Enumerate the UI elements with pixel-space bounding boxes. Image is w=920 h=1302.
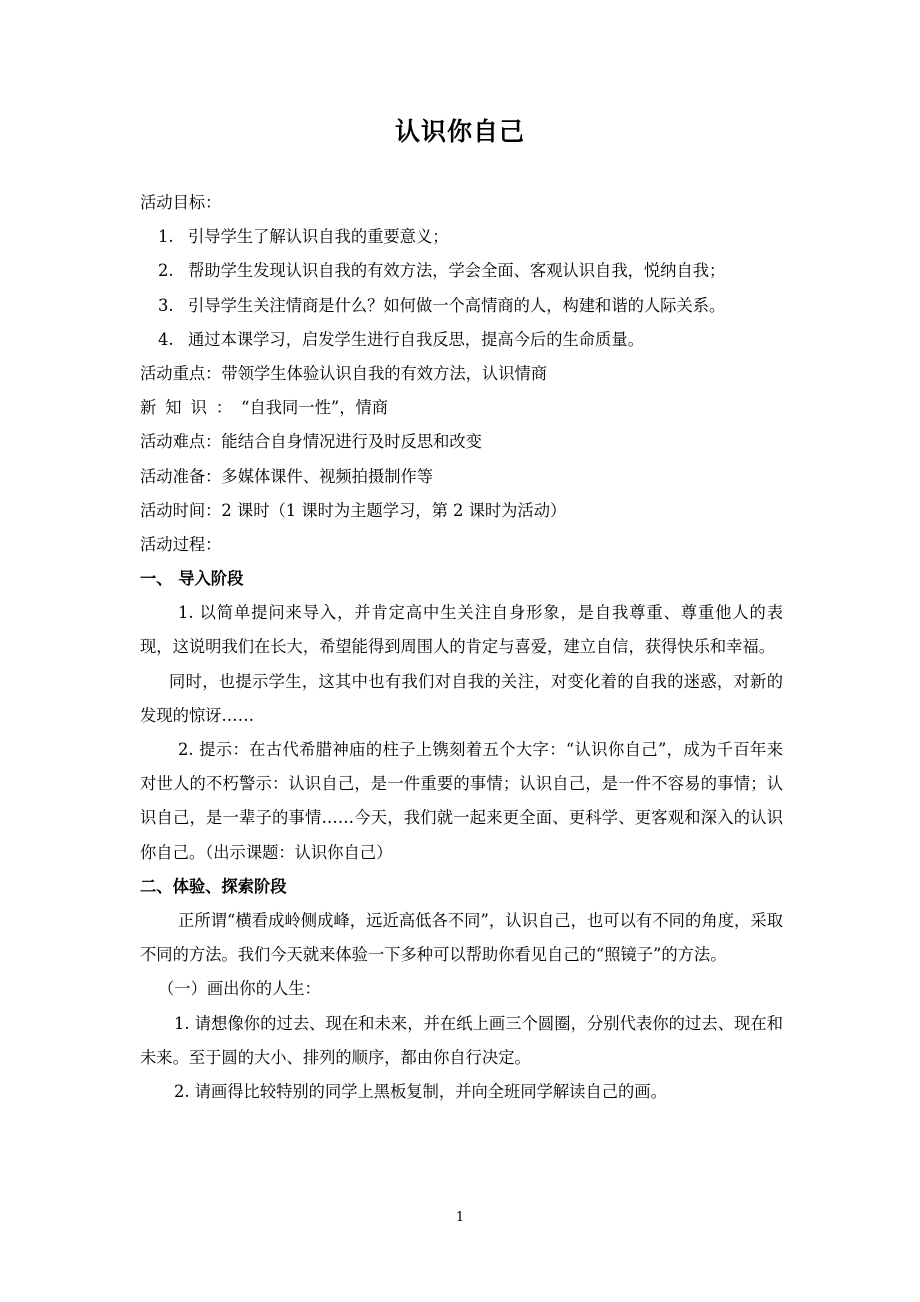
focus-row — [140, 357, 783, 391]
objective-item — [140, 323, 783, 357]
objective-item — [140, 254, 783, 288]
explore-paragraph-1: 正所谓“横看成岭侧成峰，远近高低各不同”，认识自己，也可以有不同的角度，采取不同的方法。我们今天就来体验一下多种可以帮助你看见自己的“照镜子”的方法。 — [140, 911, 783, 965]
objectives-label: 活动目标： — [140, 193, 222, 212]
intro-paragraph-3: 2. 提示：在古代希腊神庙的柱子上镌刻着五个大字：“认识你自己”，成为千百年来对世人的不朽警示：认识自己，是一件重要的事情；认识自己，是一件不容易的事情；认识自己，是一辈子的事情……今天，我们就一起来更全面、更科学、更客观和深入的认识你自己。（出示课题：认识你自己） — [140, 740, 783, 862]
objective-number: 1. — [158, 227, 174, 247]
focus-key: 活动重点： — [140, 363, 222, 383]
new-knowledge-value: “自我同一性”，情商 — [241, 398, 389, 418]
document-title: 认识你自己 — [394, 117, 525, 146]
objective-text: 通过本课学习，启发学生进行自我反思，提高今后的生命质量。 — [188, 329, 644, 349]
time-key: 活动时间： — [140, 500, 222, 520]
explore-paragraph-2: 1. 请想像你的过去、现在和未来，并在纸上画三个圆圈，分别代表你的过去、现在和未来。至于圆的大小、排列的顺序，都由你自行决定。 — [140, 1013, 783, 1067]
time-value: 2 课时（1 课时为主题学习，第 2 课时为活动） — [221, 500, 567, 520]
explore-paragraph-3: 2. 请画得比较特别的同学上黑板复制，并向全班同学解读自己的画。 — [174, 1082, 667, 1102]
difficulty-value: 能结合自身情况进行及时反思和改变 — [221, 432, 482, 452]
time-row — [140, 494, 783, 528]
focus-value: 带领学生体验认识自我的有效方法，认识情商 — [221, 363, 548, 383]
subsection-heading: （一）画出你的人生： — [158, 979, 321, 999]
difficulty-key: 活动难点： — [140, 432, 222, 452]
process-label: 活动过程： — [140, 534, 222, 554]
intro-paragraph-2: 同时，也提示学生，这其中也有我们对自我的关注，对变化着的自我的迷惑，对新的发现的惊讶…… — [140, 671, 783, 725]
objective-text: 引导学生关注情商是什么？如何做一个高情商的人，构建和谐的人际关系。 — [188, 295, 726, 315]
objective-text: 帮助学生发现认识自我的有效方法，学会全面、客观认识自我，悦纳自我； — [188, 261, 726, 281]
objective-item — [140, 289, 783, 323]
section-heading-explore: 二、体验、探索阶段 — [140, 876, 287, 896]
objective-number: 2. — [158, 261, 174, 281]
difficulty-row — [140, 425, 783, 459]
new-knowledge-row — [140, 391, 783, 425]
page-number: 1 — [455, 1210, 465, 1225]
objective-item — [140, 220, 783, 254]
document-body — [140, 186, 783, 1109]
objective-text: 引导学生了解认识自我的重要意义； — [188, 227, 449, 247]
objective-number: 4. — [158, 329, 174, 349]
section-heading-intro: 一、 导入阶段 — [140, 569, 244, 589]
preparation-key: 活动准备： — [140, 466, 222, 486]
objective-number: 3. — [158, 295, 174, 315]
intro-paragraph-1: 1. 以简单提问来导入，并肯定高中生关注自身形象，是自我尊重、尊重他人的表现，这说明我们在长大，希望能得到周围人的肯定与喜爱，建立自信，获得快乐和幸福。 — [140, 603, 783, 657]
preparation-value: 多媒体课件、视频拍摄制作等 — [221, 466, 434, 486]
new-knowledge-key: 新知识： — [140, 398, 242, 418]
preparation-row — [140, 460, 783, 494]
